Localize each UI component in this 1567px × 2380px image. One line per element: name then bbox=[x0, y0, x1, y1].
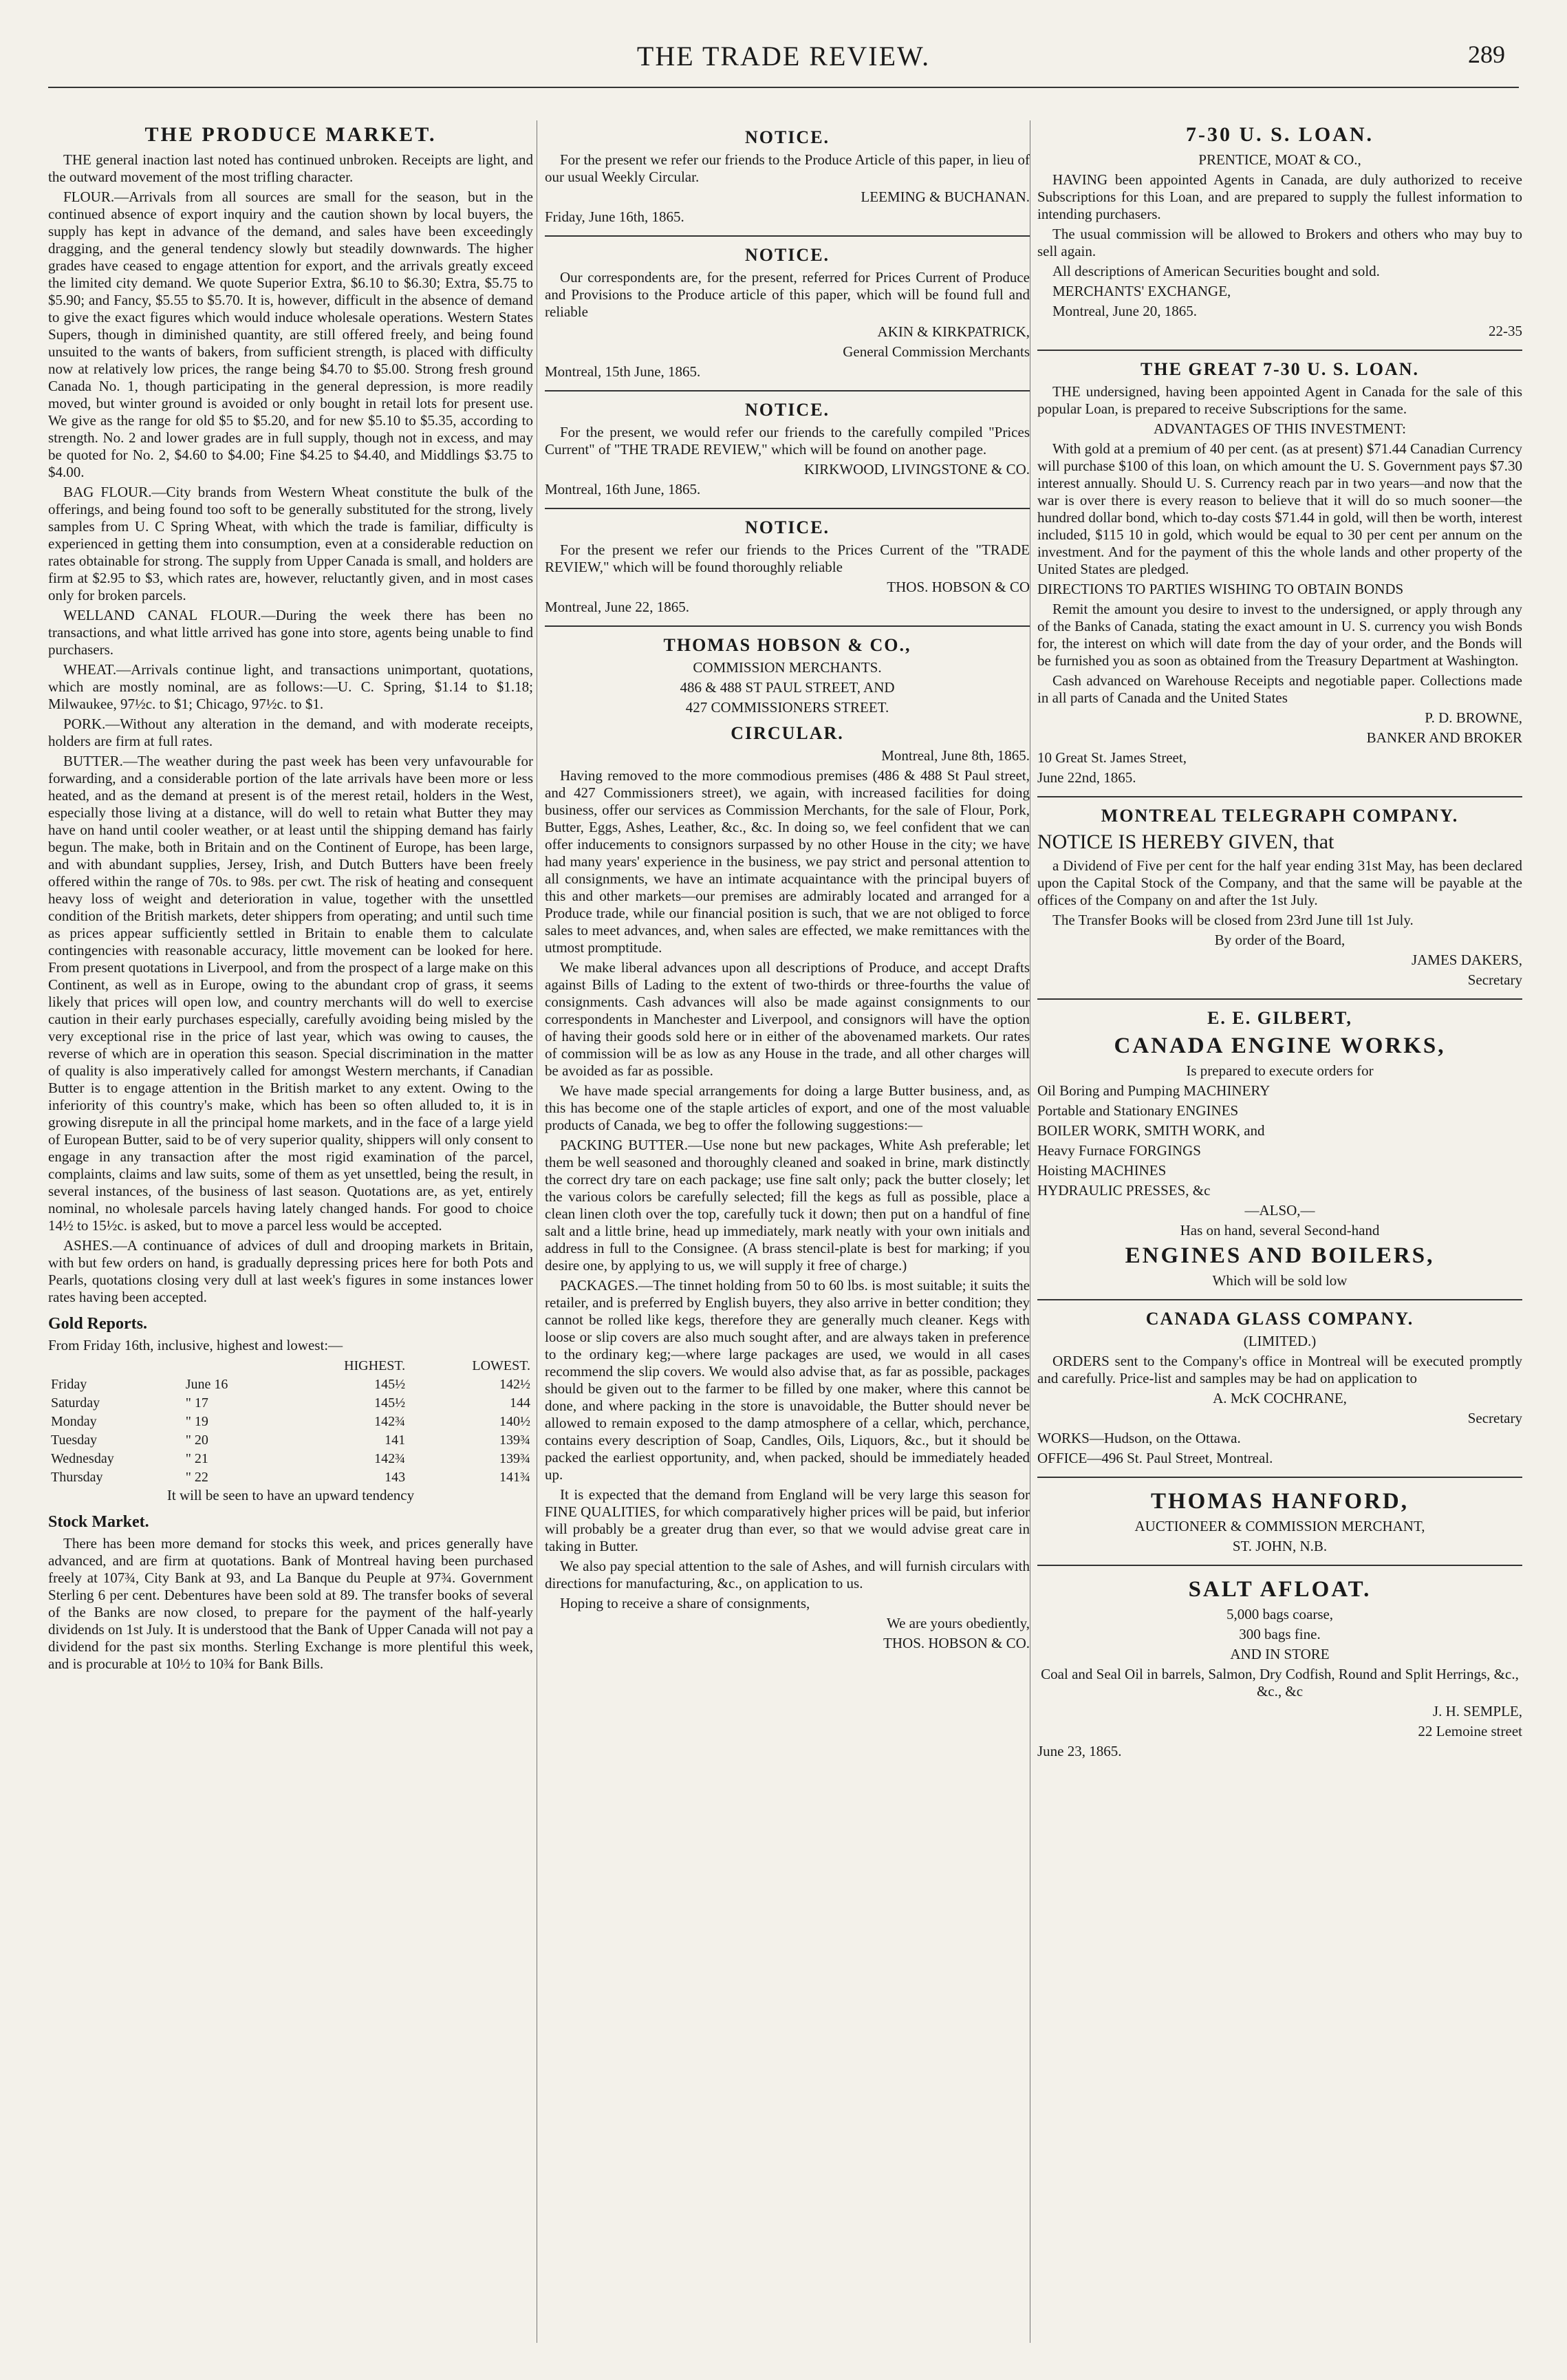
loan-text: All descriptions of American Securities bought and sold. bbox=[1052, 263, 1380, 279]
notice-text: For the present we refer our friends to the Produce Article of this paper, in lieu of our usual Weekly Circular. bbox=[545, 151, 1030, 185]
notice-heading: NOTICE. bbox=[744, 245, 830, 265]
circular-date: Montreal, June 8th, 1865. bbox=[881, 747, 1030, 764]
engine-item: Heavy Furnace FORGINGS bbox=[1037, 1142, 1201, 1159]
column-header bbox=[48, 1357, 183, 1375]
glass-role: Secretary bbox=[1467, 1410, 1522, 1426]
salt-line: 5,000 bags coarse, bbox=[1226, 1606, 1334, 1622]
produce-paragraph: WHEAT.—Arrivals continue light, and transactions unimportant, quotations, which are mostly nominal, are as follows:—U. C. Spring, $1.14 to $1.18; Milwaukee, 97½c. to $1; Chicago, 97½c. to $1. bbox=[48, 661, 533, 712]
table-cell: June 16 bbox=[185, 1377, 228, 1392]
loan-heading: 7-30 U. S. LOAN. bbox=[1185, 123, 1374, 146]
great-loan-text: With gold at a premium of 40 per cent. (as at present) $71.44 Canadian Currency will purchase $100 of this loan, on which amount the U. S. Government pays $7.30 interest annually. Should U. S. Currency reach par in two years—and now that the war is over there is every reason to believe that it will do so much sooner—the hundred dollar bond, which to-day costs $71.44 in gold, will then be worth, interest included, $115 10 in gold, which would be equal to 30 per cent per annum on the investment. And for the payment of this the whole lands and other property of the United States are pledged. bbox=[1037, 440, 1522, 577]
glass-heading: CANADA GLASS COMPANY. bbox=[1145, 1309, 1414, 1329]
engine-subtitle: Is prepared to execute orders for bbox=[1186, 1062, 1374, 1079]
engines-boilers: ENGINES AND BOILERS, bbox=[1125, 1243, 1435, 1268]
notice-date: Montreal, 16th June, 1865. bbox=[545, 481, 701, 497]
loan-agent: PRENTICE, MOAT & CO., bbox=[1198, 151, 1361, 168]
hobson-address: 486 & 488 ST PAUL STREET, AND bbox=[680, 679, 895, 696]
produce-paragraph: BAG FLOUR.—City brands from Western Wheat constitute the bulk of the offerings, and being found too soft to be generally substituted for the strong, lively samples from U. C Spring Wheat, with which the trade is familiar, difficulty is experienced in getting them into consumption, even at a considerable reduction on rates obtainable for strong. The supply from Upper Canada is small, and holders are firm at $2.95 to $3, which rates are, however, reluctantly given, and in most cases only for broken parcels. bbox=[48, 484, 533, 603]
page-number: 289 bbox=[1468, 41, 1505, 68]
table-row bbox=[48, 1413, 533, 1431]
great-loan-address: 10 Great St. James Street, bbox=[1037, 749, 1187, 766]
salt-heading: SALT AFLOAT. bbox=[1188, 1577, 1372, 1602]
table-row bbox=[48, 1394, 533, 1413]
engine-item: BOILER WORK, SMITH WORK, and bbox=[1037, 1122, 1265, 1139]
notice-date: Friday, June 16th, 1865. bbox=[545, 208, 684, 225]
hobson-subtitle: COMMISSION MERCHANTS. bbox=[693, 659, 882, 676]
circular-paragraph: Having removed to the more commodious premises (486 & 488 St Paul street, and 427 Commissioners street), we again, with increased facilities for doing business, offer our services as Commission Merchants, for the sale of Flour, Pork, Butter, Eggs, Ashes, Leather, &c., &c. In doing so, we feel confident that we can offer inducements to consignors surpassed by no other House in the city; we have had many years' experience in the business, we pay strict and personal attention to all consignments, we have an intimate acquaintance with the principal buyers of this and other markets—our premises are admirably located and arranged for a Produce trade, while our financial position is such, that we are not obliged to force sales to meet advances, and, when sales are effected, we make remittances with the utmost promptitude. bbox=[545, 767, 1030, 956]
hobson-address: 427 COMMISSIONERS STREET. bbox=[685, 699, 889, 716]
salt-signer: J. H. SEMPLE, bbox=[1432, 1703, 1522, 1719]
salt-date: June 23, 1865. bbox=[1037, 1743, 1122, 1759]
directions-heading: DIRECTIONS TO PARTIES WISHING TO OBTAIN BONDS bbox=[1037, 581, 1404, 597]
circular-paragraph: We have made special arrangements for doing a large Butter business, and, as this has become one of the staple articles of export, and one of the most valuable products of Canada, we beg to offer the following suggestions:— bbox=[545, 1082, 1030, 1133]
engine-item: Hoisting MACHINES bbox=[1037, 1162, 1167, 1179]
loan-address: MERCHANTS' EXCHANGE, bbox=[1052, 283, 1231, 299]
telegraph-text: a Dividend of Five per cent for the half year ending 31st May, has been declared upon the Capital Stock of the Company, and that the same will be payable at the offices of the Company on and after the 1st July. bbox=[1037, 857, 1522, 908]
table-cell: 142¾ bbox=[374, 1414, 406, 1429]
engine-owner: E. E. GILBERT, bbox=[1207, 1008, 1352, 1028]
engine-sold-low: Which will be sold low bbox=[1212, 1272, 1348, 1289]
produce-paragraph: BUTTER.—The weather during the past week has been very unfavourable for forwarding, and a considerable portion of the late arrivals have been more or less heated, and as the demand at present is of the merest retail, holders in the West, especially those living at a distance, will do well to retain what Butter they may have on hand until cooler weather, or at least until the shipping demand has fairly begun. The make, both in Britain and on the Continent of Europe, has been large, and with abundant supplies, Jersey, Irish, and Dutch Butters have been freely offered within the range of 70s. to 98s. per cwt. The risk of heating and consequent heavy loss of weight and deterioration in value, together with the unsettled condition of the British markets, deter shippers from operating; and until such time as prices appear sufficiently settled in Britain to enable them to calculate contingencies with reasonable accuracy, little movement can be looked for here. From present quotations in Liverpool, and from the prospect of a large make on this Continent, as well as in Europe, owing to the abundant crop of grass, it seems likely that prices will open low, and country merchants will do well to exercise caution in their early purchases especially, carefully avoiding being misled by the very exceptional rise in the price of last year, which was owing to causes, the reverse of which are in operation this season. Special discrimination in the matter of quality is also imperatively called for amongst Western merchants, if Canadian Butter is to engage attention in the British market to any extent. Owing to the inferiority of this country's make, which has been so often alluded to, it is in growing disrepute in all the principal home markets, and in the face of a large yield of European Butter, said to be of very superior quality, shippers will only consent to engage in any transaction after the most rigid examination of the parcel, complaints, claims and law suits, some of them as yet unsettled, being the result, in several instances, of the business of last season. Quotations are, as yet, entirely nominal, no wholesale parcels having lately changed hands. For good to choice 14½ to 15½c. is asked, but to move a parcel less would be accepted. bbox=[48, 753, 533, 1234]
table-cell: Thursday bbox=[51, 1470, 103, 1485]
telegraph-lead: NOTICE IS HEREBY GIVEN, that bbox=[1037, 830, 1334, 853]
circular-paragraph: We make liberal advances upon all descriptions of Produce, and accept Drafts against Bills of Lading to the extent of two-thirds or three-fourths the value of consignments. Cash advances will also be made against consignments to our correspondents in Manchester and Liverpool, and consignors will have the option of having their goods sold here or in either of the abovenamed markets. Our rates of commission will be as low as any House in the trade, and all other charges will be avoided as far as possible. bbox=[545, 959, 1030, 1079]
hanford-heading: THOMAS HANFORD, bbox=[1151, 1489, 1409, 1514]
hanford-subtitle: AUCTIONEER & COMMISSION MERCHANT, bbox=[1134, 1518, 1425, 1534]
divider bbox=[545, 625, 1030, 627]
engine-heading: CANADA ENGINE WORKS, bbox=[1114, 1033, 1446, 1058]
column-1 bbox=[48, 120, 533, 2343]
gold-intro: From Friday 16th, inclusive, highest and lowest:— bbox=[48, 1337, 343, 1353]
telegraph-role: Secretary bbox=[1467, 972, 1522, 988]
telegraph-order: By order of the Board, bbox=[1214, 932, 1346, 948]
produce-paragraph: THE general inaction last noted has continued unbroken. Receipts are light, and the outward movement of the most trifling character. bbox=[48, 151, 533, 185]
table-cell: " 21 bbox=[185, 1451, 208, 1466]
hanford-place: ST. JOHN, N.B. bbox=[1232, 1538, 1328, 1554]
engine-item: Oil Boring and Pumping MACHINERY bbox=[1037, 1082, 1271, 1099]
table-cell: 145½ bbox=[374, 1395, 406, 1411]
circular-paragraph: It is expected that the demand from England will be very large this season for FINE QUALITIES, for which comparatively higher prices will be paid, but inferior will probably be a greater drug than ever, so that we would advise great care in taking in Butter. bbox=[545, 1486, 1030, 1554]
table-cell: " 19 bbox=[185, 1414, 208, 1429]
great-loan-role: BANKER AND BROKER bbox=[1366, 729, 1522, 746]
circular-signer: THOS. HOBSON & CO. bbox=[883, 1635, 1030, 1651]
header-rule bbox=[48, 87, 1519, 88]
table-row bbox=[48, 1375, 533, 1394]
great-loan-text: Cash advanced on Warehouse Receipts and negotiable paper. Collections made in all parts of Canada and the United States bbox=[1037, 672, 1522, 706]
salt-address: 22 Lemoine street bbox=[1418, 1723, 1522, 1739]
loan-text: HAVING been appointed Agents in Canada, are duly authorized to receive Subscriptions for this Loan, and are prepared to supply the fullest information to intending purchasers. bbox=[1037, 171, 1522, 222]
table-cell: 140½ bbox=[499, 1414, 530, 1429]
column-3 bbox=[1037, 120, 1522, 2343]
great-loan-text: THE undersigned, having been appointed Agent in Canada for the sale of this popular Loan, is prepared to receive Subscriptions for the same. bbox=[1037, 383, 1522, 417]
table-cell: " 17 bbox=[185, 1395, 208, 1411]
table-cell: Wednesday bbox=[51, 1451, 114, 1466]
page-title: THE TRADE REVIEW. bbox=[636, 41, 931, 72]
table-row bbox=[48, 1431, 533, 1450]
notice-signer: THOS. HOBSON & CO bbox=[887, 579, 1030, 595]
glass-signer: A. McK COCHRANE, bbox=[1213, 1390, 1347, 1406]
gold-note: It will be seen to have an upward tendency bbox=[166, 1487, 415, 1503]
table-row bbox=[48, 1450, 533, 1468]
divider bbox=[545, 390, 1030, 392]
notice-heading: NOTICE. bbox=[744, 517, 830, 537]
notice-signer: KIRKWOOD, LIVINGSTONE & CO. bbox=[803, 461, 1030, 478]
column-header: HIGHEST. bbox=[344, 1358, 406, 1373]
produce-paragraph: FLOUR.—Arrivals from all sources are small for the season, but in the continued absence of export inquiry and the caution shown by local buyers, the supply has kept in advance of the demand, and sales have been exceedingly dragging, and the general tendency slowly but steadily downwards. The higher grades have ceased to engage attention for export, and the arrivals greatly exceed the limited city demand. We quote Superior Extra, $6.10 to $6.30; Extra, $5.75 to $5.90; and Fancy, $5.55 to $5.70. It is, however, difficult in the absence of demand to give the exact figures which would induce wholesale operations. Western States Supers, though in diminished quantity, are still offered freely, and being found unsuited to the wants of bakers, from sufficient strength, is placed with difficulty now at relatively low prices, the range being $4.70 to $5.00. Strong fresh ground Canada No. 1, though participating in the general depression, is more readily moved, but winter ground is avoided or only bought in retail lots for present use. We give as the range for old $5 to $5.20, and for new $5.10 to $5.35, according to strength. No. 2 and lower grades are in full supply, though not in excess, and may be quoted for No. 2, $4.60 to $4.00; Fine $4.25 to $4.40, and Middlings $3.75 to $4.00. bbox=[48, 189, 533, 480]
notice-date: Montreal, June 22, 1865. bbox=[545, 599, 689, 615]
salt-line: 300 bags fine. bbox=[1239, 1626, 1321, 1642]
engine-item: Portable and Stationary ENGINES bbox=[1037, 1102, 1239, 1119]
salt-store: AND IN STORE bbox=[1230, 1646, 1330, 1662]
column-header bbox=[183, 1357, 277, 1375]
loan-date: Montreal, June 20, 1865. bbox=[1052, 303, 1197, 319]
column-2 bbox=[545, 120, 1030, 2343]
notice-text: For the present we refer our friends to the Prices Current of the "TRADE REVIEW," which will be found thoroughly reliable bbox=[545, 542, 1030, 575]
circular-paragraph: We also pay special attention to the sale of Ashes, and will furnish circulars with directions for manufacturing, &c., on application to us. bbox=[545, 1558, 1030, 1591]
circular-paragraph: Hoping to receive a share of consignments, bbox=[560, 1595, 810, 1611]
engine-also: —ALSO,— bbox=[1244, 1202, 1315, 1219]
table-cell: Monday bbox=[51, 1414, 97, 1429]
glass-subtitle: (LIMITED.) bbox=[1243, 1333, 1317, 1349]
table-header-row bbox=[48, 1357, 533, 1375]
notice-heading: NOTICE. bbox=[744, 127, 830, 147]
great-loan-text: Remit the amount you desire to invest to the undersigned, or apply through any of the Banks of Canada, stating the exact amount in U. S. currency you wish Bonds for, the interest on which will date from the day of your order, and the Bonds will be furnished you as soon as obtained from the Treasury Department at Washington. bbox=[1037, 601, 1522, 669]
divider bbox=[1037, 796, 1522, 797]
telegraph-signer: JAMES DAKERS, bbox=[1411, 952, 1522, 968]
column-header: LOWEST. bbox=[472, 1358, 530, 1373]
great-loan-signer: P. D. BROWNE, bbox=[1425, 709, 1522, 726]
great-loan-date: June 22nd, 1865. bbox=[1037, 769, 1136, 786]
table-cell: 139¾ bbox=[499, 1451, 530, 1466]
glass-office: OFFICE—496 St. Paul Street, Montreal. bbox=[1037, 1450, 1273, 1466]
circular-paragraph: PACKING BUTTER.—Use none but new packages, White Ash preferable; let them be well seasoned and thoroughly cleaned and soaked in brine, mark distinctly the correct dry tare on each package; use fine salt only; pack the butter closely; let the various colors be carefully selected; fill the kegs as full as possible, place a clean linen cloth over the top, carefully tuck it down; then put on a handful of fine salt and a little brine, head up immediately, mark neatly with your own initials and address in full to the Consignee. (A brass stencil-plate is best for marking; if you desire one, by applying to us, we will supply it free of charge.) bbox=[545, 1137, 1030, 1274]
table-cell: Friday bbox=[51, 1377, 87, 1392]
produce-paragraph: WELLAND CANAL FLOUR.—During the week there has been no transactions, and what little arrived has gone into store, agents being unable to find purchasers. bbox=[48, 607, 533, 658]
notice-date: Montreal, 15th June, 1865. bbox=[545, 363, 701, 380]
page-header bbox=[0, 28, 1567, 103]
engine-on-hand: Has on hand, several Second-hand bbox=[1180, 1222, 1380, 1239]
table-row bbox=[48, 1468, 533, 1487]
divider bbox=[1037, 1565, 1522, 1566]
divider bbox=[545, 508, 1030, 509]
great-loan-heading: THE GREAT 7-30 U. S. LOAN. bbox=[1141, 359, 1419, 379]
divider bbox=[1037, 350, 1522, 351]
circular-paragraph: PACKAGES.—The tinnet holding from 50 to 60 lbs. is most suitable; it suits the retailer, and is preferred by English buyers, they also arrive in better condition; they cannot be rolled like kegs, therefore they are generally much cleaner. Kegs with loose or slip covers are also much sought after, and are always taken in preference to the ordinary keg;—where large packages are used, we would in all cases recommend the slip covers. We would also advise that, as far as possible, packages should be given out to the farmer to be filled by one maker, where this cannot be done, and where packing in the store is unavoidable, the Butter should never be allowed to remain exposed to the damp atmosphere of a cellar, which, perchance, contains every description of Soap, Candles, Oils, Liquors, &c., but it should be packed the earliest opportunity, and, when packed, should be immediately headed up. bbox=[545, 1277, 1030, 1483]
produce-paragraph: PORK.—Without any alteration in the demand, and with moderate receipts, holders are firm at full rates. bbox=[48, 716, 533, 749]
engine-item: HYDRAULIC PRESSES, &c bbox=[1037, 1182, 1211, 1199]
table-cell: 145½ bbox=[374, 1377, 406, 1392]
notice-signer: LEEMING & BUCHANAN. bbox=[861, 189, 1030, 205]
loan-ref: 22-35 bbox=[1489, 323, 1522, 339]
table-cell: " 20 bbox=[185, 1433, 208, 1448]
circular-closing: We are yours obediently, bbox=[886, 1615, 1030, 1631]
table-cell: 142½ bbox=[499, 1377, 530, 1392]
stock-market-heading: Stock Market. bbox=[48, 1513, 149, 1531]
circular-heading: CIRCULAR. bbox=[731, 723, 844, 743]
table-cell: 144 bbox=[510, 1395, 530, 1411]
table-cell: 143 bbox=[385, 1470, 406, 1485]
hobson-heading: THOMAS HOBSON & CO., bbox=[663, 635, 911, 655]
table-cell: Saturday bbox=[51, 1395, 100, 1411]
glass-text: ORDERS sent to the Company's office in Montreal will be executed promptly and carefully. Price-list and samples may be had on application to bbox=[1037, 1353, 1522, 1386]
table-cell: 141 bbox=[385, 1433, 406, 1448]
table-cell: Tuesday bbox=[51, 1433, 98, 1448]
divider bbox=[1037, 1477, 1522, 1478]
divider bbox=[1037, 1299, 1522, 1300]
advantages-heading: ADVANTAGES OF THIS INVESTMENT: bbox=[1154, 420, 1406, 437]
telegraph-text: The Transfer Books will be closed from 23rd June till 1st July. bbox=[1052, 912, 1414, 928]
produce-market-heading: THE PRODUCE MARKET. bbox=[144, 123, 437, 146]
gold-reports-heading: Gold Reports. bbox=[48, 1315, 147, 1333]
loan-text: The usual commission will be allowed to Brokers and others who may buy to sell again. bbox=[1037, 226, 1522, 259]
table-cell: 142¾ bbox=[374, 1451, 406, 1466]
gold-table bbox=[48, 1357, 533, 1487]
notice-role: General Commission Merchants bbox=[843, 343, 1030, 360]
table-cell: 139¾ bbox=[499, 1433, 530, 1448]
notice-signer: AKIN & KIRKPATRICK, bbox=[877, 323, 1030, 340]
notice-text: For the present, we would refer our friends to the carefully compiled "Prices Current" of "THE TRADE REVIEW," which will be found on another page. bbox=[545, 424, 1030, 458]
notice-text: Our correspondents are, for the present, referred for Prices Current of Produce and Provisions to the Produce article of this paper, which will be found full and reliable bbox=[545, 269, 1030, 320]
salt-text: Coal and Seal Oil in barrels, Salmon, Dry Codfish, Round and Split Herrings, &c., &c., &c bbox=[1041, 1666, 1519, 1700]
notice-heading: NOTICE. bbox=[744, 400, 830, 420]
produce-paragraph: ASHES.—A continuance of advices of dull and drooping markets in Britain, with but few orders on hand, is gradually depressing prices here for both Pots and Pearls, quotations closing very dull at last week's figures in some instances lower rates having been accepted. bbox=[48, 1237, 533, 1305]
glass-works: WORKS—Hudson, on the Ottawa. bbox=[1037, 1430, 1241, 1446]
divider bbox=[545, 235, 1030, 237]
table-cell: 141¾ bbox=[499, 1470, 530, 1485]
divider bbox=[1037, 998, 1522, 1000]
telegraph-heading: MONTREAL TELEGRAPH COMPANY. bbox=[1101, 806, 1459, 826]
table-cell: " 22 bbox=[185, 1470, 208, 1485]
stock-market-text: There has been more demand for stocks this week, and prices generally have advanced, and are firm at quotations. Bank of Montreal having been purchased freely at 107¾, City Bank at 93, and La Banque du Peuple at 97¾. Government Sterling 6 per cent. Debentures have been sold at 89. The transfer books of several of the Banks are now closed, to prepare for the payment of the half-yearly dividends on 1st July. It is understood that the Bank of Upper Canada will not pay a dividend for the past six months. Sterling Exchange is more plentiful this week, and is procurable at 10½ to 10¾ for Bank Bills. bbox=[48, 1535, 533, 1672]
